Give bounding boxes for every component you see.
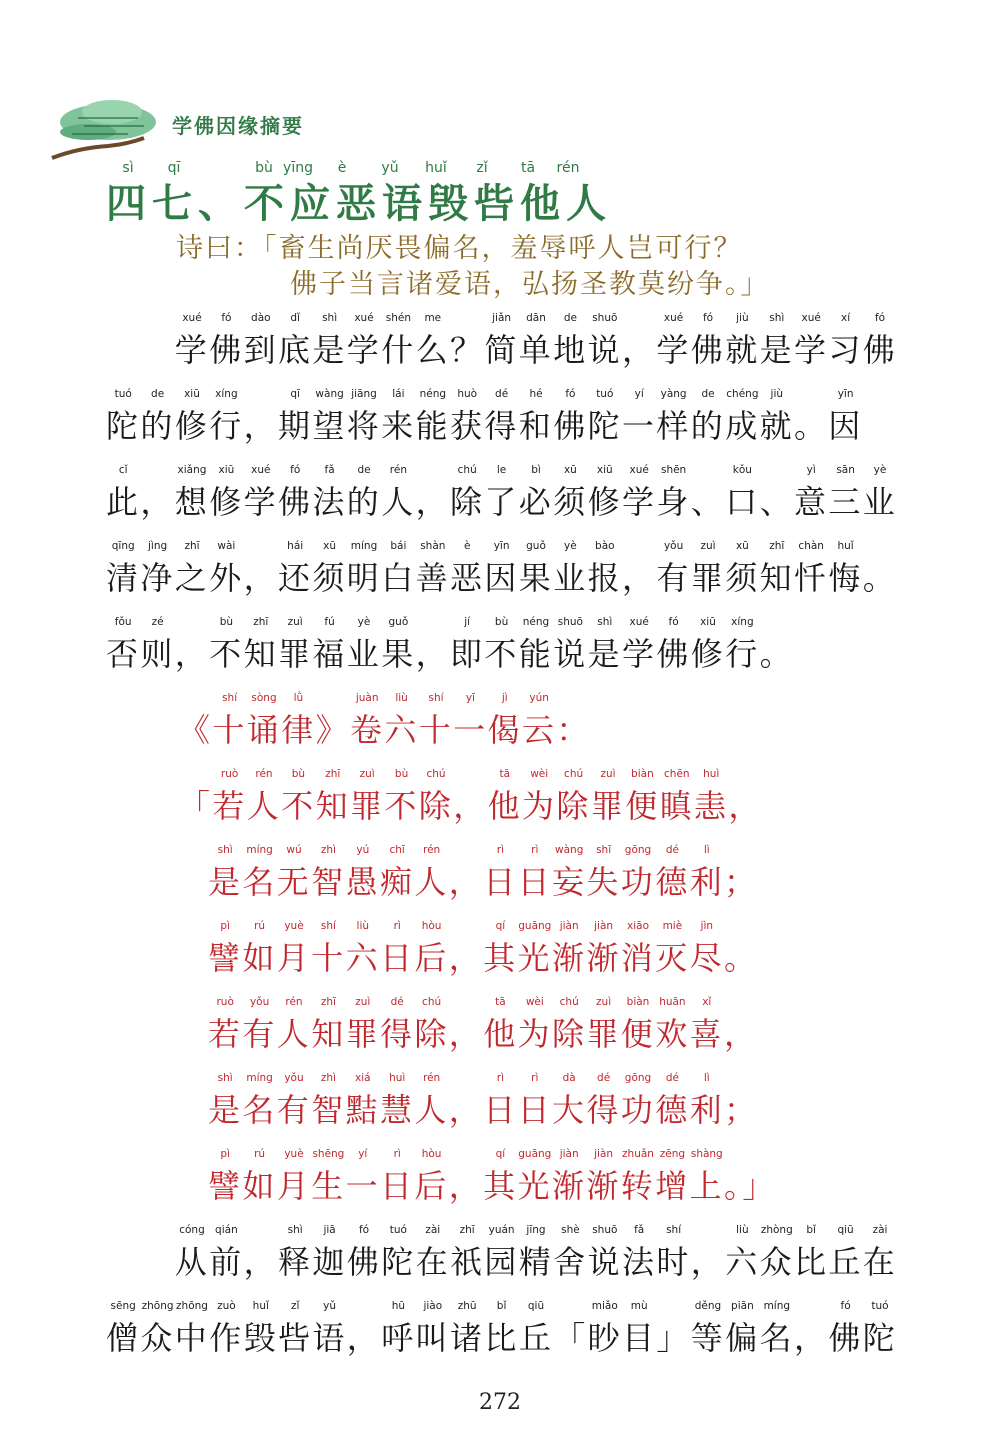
- pinyin-syllable: bì: [531, 464, 541, 476]
- body-line: [106, 540, 896, 600]
- pinyin-syllable: miè: [662, 920, 683, 932]
- pinyin-row: [208, 1148, 828, 1164]
- pinyin-syllable: ruò: [216, 996, 234, 1008]
- pinyin-syllable: tuó: [596, 388, 614, 400]
- pinyin-syllable: xué: [251, 464, 271, 476]
- pinyin-syllable: sēng: [110, 1300, 136, 1312]
- pinyin-syllable: zuì: [355, 996, 371, 1008]
- pinyin-syllable: rú: [254, 1148, 266, 1160]
- pinyin-syllable: jiāng: [351, 388, 377, 400]
- pinyin-row: [208, 844, 808, 860]
- title-pinyin-syllable: rén: [556, 160, 580, 176]
- pinyin-syllable: zuì: [359, 768, 375, 780]
- pinyin-syllable: yuè: [284, 1148, 304, 1160]
- pinyin-syllable: xū: [563, 464, 577, 476]
- pinyin-syllable: zǐ: [290, 1300, 300, 1312]
- pinyin-syllable: shēng: [312, 1148, 345, 1160]
- verse-line: [208, 920, 808, 980]
- pinyin-syllable: yī: [465, 692, 475, 704]
- text-row: 若有人知罪得除，他为除罪便欢喜，: [208, 1015, 759, 1053]
- pinyin-syllable: dǐ: [290, 312, 300, 324]
- text-row: 从前，释迦佛陀在祇园精舍说法时，六众比丘在: [106, 1243, 898, 1281]
- pinyin-syllable: bù: [291, 768, 306, 780]
- pinyin-syllable: fó: [565, 388, 576, 400]
- pinyin-syllable: dān: [526, 312, 546, 324]
- pinyin-syllable: huì: [389, 1072, 406, 1084]
- pinyin-syllable: néng: [522, 616, 550, 628]
- pinyin-syllable: de: [357, 464, 371, 476]
- pinyin-syllable: míng: [350, 540, 378, 552]
- pinyin-syllable: hū: [391, 1300, 406, 1312]
- pinyin-syllable: fó: [668, 616, 679, 628]
- verse-line: [208, 844, 808, 904]
- pinyin-syllable: jiàn: [594, 920, 614, 932]
- pinyin-syllable: mù: [630, 1300, 648, 1312]
- title-pinyin-syllable: zǐ: [476, 160, 488, 176]
- pinyin-syllable: chàn: [798, 540, 824, 552]
- pinyin-syllable: biàn: [631, 768, 654, 780]
- pinyin-syllable: tuó: [114, 388, 132, 400]
- pinyin-syllable: xué: [182, 312, 202, 324]
- pinyin-syllable: fó: [874, 312, 886, 324]
- pinyin-syllable: shàng: [690, 1148, 723, 1160]
- pinyin-syllable: dà: [562, 1072, 576, 1084]
- pinyin-syllable: sòng: [251, 692, 277, 704]
- pinyin-syllable: shì: [287, 1224, 303, 1236]
- pinyin-syllable: huǐ: [837, 540, 854, 552]
- pinyin-syllable: shuō: [592, 1224, 618, 1236]
- pinyin-syllable: xiāo: [627, 920, 649, 932]
- pinyin-syllable: huò: [457, 388, 478, 400]
- title-pinyin-syllable: è: [337, 160, 347, 176]
- pinyin-syllable: zuì: [596, 996, 612, 1008]
- verse-line: [178, 768, 778, 828]
- title-pinyin-syllable: huǐ: [425, 160, 447, 176]
- pinyin-row: [106, 540, 896, 556]
- pinyin-syllable: zhī: [459, 1224, 475, 1236]
- text-row: 《十诵律》卷六十一偈云：: [178, 711, 591, 749]
- pinyin-syllable: xíng: [731, 616, 754, 628]
- pinyin-syllable: guǒ: [526, 540, 546, 552]
- pinyin-syllable: zuì: [600, 768, 616, 780]
- pinyin-syllable: huì: [703, 768, 720, 780]
- pinyin-syllable: bù: [494, 616, 509, 628]
- title-pinyin-syllable: yǔ: [381, 160, 399, 176]
- text-row: 僧众中作毁呰语，呼叫诸比丘「眇目」等偏名，佛陀: [106, 1319, 898, 1357]
- pinyin-row: [106, 616, 896, 632]
- title-pinyin-syllable: qī: [167, 160, 181, 176]
- pinyin-syllable: xū: [735, 540, 749, 552]
- pinyin-syllable: jiù: [770, 388, 784, 400]
- pinyin-syllable: lì: [703, 1072, 710, 1084]
- pinyin-syllable: yǔ: [323, 1300, 337, 1312]
- pinyin-syllable: xué: [354, 312, 374, 324]
- pinyin-syllable: xí: [841, 312, 851, 324]
- pinyin-syllable: xiū: [700, 616, 716, 628]
- pinyin-syllable: míng: [763, 1300, 791, 1312]
- pinyin-syllable: yuán: [488, 1224, 515, 1236]
- pinyin-syllable: fú: [324, 616, 335, 628]
- pinyin-syllable: chēn: [664, 768, 690, 780]
- pinyin-syllable: míng: [246, 1072, 273, 1084]
- pinyin-syllable: zé: [151, 616, 164, 628]
- pinyin-syllable: xiū: [218, 464, 235, 476]
- pinyin-syllable: bù: [394, 768, 409, 780]
- pinyin-syllable: shì: [769, 312, 785, 324]
- pinyin-syllable: rén: [255, 768, 273, 780]
- pinyin-syllable: zài: [425, 1224, 441, 1236]
- pinyin-syllable: wú: [286, 844, 302, 856]
- pinyin-syllable: gōng: [624, 1072, 652, 1084]
- pinyin-syllable: yǒu: [663, 540, 684, 552]
- pinyin-syllable: jiào: [423, 1300, 443, 1312]
- pinyin-row: [106, 464, 896, 480]
- pinyin-syllable: rén: [422, 1072, 441, 1084]
- pinyin-syllable: shí: [428, 692, 444, 704]
- text-row: 清净之外，还须明白善恶因果业报，有罪须知忏悔。: [106, 559, 898, 597]
- pinyin-syllable: wàng: [315, 388, 344, 400]
- pinyin-syllable: bái: [390, 540, 407, 552]
- pinyin-syllable: míng: [246, 844, 273, 856]
- pinyin-syllable: zuì: [287, 616, 303, 628]
- pinyin-syllable: fǎ: [324, 464, 335, 476]
- pinyin-syllable: zhī: [253, 616, 269, 628]
- pinyin-syllable: yǒu: [284, 1072, 304, 1084]
- pinyin-syllable: zài: [872, 1224, 888, 1236]
- pinyin-syllable: yè: [564, 540, 577, 552]
- pinyin-syllable: hòu: [421, 920, 442, 932]
- pinyin-syllable: rì: [531, 844, 539, 856]
- pinyin-syllable: qiū: [527, 1300, 545, 1312]
- pinyin-syllable: pì: [220, 920, 230, 932]
- pinyin-syllable: qí: [495, 1148, 506, 1160]
- pinyin-syllable: fó: [840, 1300, 851, 1312]
- pinyin-syllable: xiū: [184, 388, 200, 400]
- pinyin-syllable: de: [563, 312, 577, 324]
- chapter-title: 四七、不应恶语毁呰他人: [106, 181, 612, 227]
- body-line: [106, 1224, 896, 1284]
- pinyin-syllable: zhī: [184, 540, 200, 552]
- pinyin-syllable: shí: [320, 920, 336, 932]
- pinyin-row: [208, 1072, 808, 1088]
- pinyin-syllable: chú: [457, 464, 477, 476]
- pinyin-syllable: shí: [222, 692, 238, 704]
- body-line: [106, 312, 896, 372]
- pinyin-syllable: jiā: [323, 1224, 336, 1236]
- title-pinyin-syllable: yīng: [283, 160, 313, 176]
- pinyin-syllable: fó: [702, 312, 714, 324]
- pinyin-syllable: guāng: [518, 920, 552, 932]
- pinyin-syllable: jì: [501, 692, 508, 704]
- pinyin-syllable: guāng: [518, 1148, 552, 1160]
- pinyin-syllable: yè: [873, 464, 887, 476]
- poem-line-2: 佛子当言诸爱语，弘扬圣教莫纷争。」: [290, 269, 770, 300]
- pinyin-syllable: rén: [389, 464, 407, 476]
- pinyin-syllable: fǒu: [114, 616, 132, 628]
- pinyin-syllable: xué: [629, 616, 649, 628]
- pinyin-syllable: rì: [531, 1072, 539, 1084]
- pinyin-syllable: è: [463, 540, 471, 552]
- pinyin-syllable: tuó: [871, 1300, 889, 1312]
- pinyin-syllable: yuè: [284, 920, 304, 932]
- pinyin-syllable: wèi: [530, 768, 549, 780]
- pinyin-syllable: chī: [389, 844, 405, 856]
- pinyin-syllable: zhòng: [760, 1224, 793, 1236]
- pinyin-syllable: shì: [217, 1072, 233, 1084]
- pinyin-syllable: zhū: [457, 1300, 477, 1312]
- pinyin-syllable: zhuǎn: [622, 1148, 654, 1160]
- pinyin-syllable: tuó: [389, 1224, 407, 1236]
- pinyin-syllable: qián: [215, 1224, 238, 1236]
- pinyin-syllable: huān: [659, 996, 686, 1008]
- pinyin-row: [208, 996, 808, 1012]
- pinyin-row: [106, 1224, 896, 1240]
- pinyin-syllable: xǐ: [702, 996, 712, 1008]
- pinyin-syllable: lái: [392, 388, 405, 400]
- pinyin-syllable: yí: [358, 1148, 368, 1160]
- verse-line: [178, 692, 778, 752]
- pinyin-syllable: le: [496, 464, 507, 476]
- pinyin-syllable: shì: [322, 312, 338, 324]
- pinyin-syllable: jiù: [736, 312, 749, 324]
- pinyin-syllable: xiá: [355, 1072, 371, 1084]
- title-pinyin-syllable: bù: [255, 160, 273, 176]
- text-row: 陀的修行，期望将来能获得和佛陀一样的成就。因: [106, 407, 863, 445]
- pinyin-syllable: rì: [393, 920, 401, 932]
- pinyin-syllable: lǜ: [293, 692, 304, 704]
- pinyin-syllable: yè: [357, 616, 371, 628]
- pinyin-syllable: hái: [287, 540, 304, 552]
- pinyin-syllable: zhī: [325, 768, 341, 780]
- pinyin-syllable: zhōng: [176, 1300, 208, 1312]
- pinyin-syllable: shuō: [557, 616, 583, 628]
- pinyin-syllable: shí: [666, 1224, 682, 1236]
- pinyin-syllable: shì: [597, 616, 613, 628]
- pinyin-syllable: shī: [596, 844, 612, 856]
- pinyin-syllable: zhì: [320, 844, 336, 856]
- pinyin-syllable: guǒ: [388, 616, 409, 628]
- pinyin-syllable: juàn: [355, 692, 379, 704]
- section-label: 学佛因缘摘要: [172, 114, 304, 138]
- pinyin-syllable: hé: [529, 388, 543, 400]
- pinyin-row: [178, 768, 778, 784]
- pinyin-syllable: zuò: [217, 1300, 236, 1312]
- pinyin-syllable: jīng: [526, 1224, 546, 1236]
- pinyin-syllable: fó: [221, 312, 232, 324]
- pinyin-syllable: zhī: [320, 996, 336, 1008]
- pinyin-syllable: qiū: [837, 1224, 854, 1236]
- pinyin-syllable: chú: [559, 996, 579, 1008]
- pinyin-syllable: yīn: [837, 388, 854, 400]
- body-line: [106, 464, 896, 524]
- pinyin-syllable: me: [424, 312, 442, 324]
- pinyin-row: [178, 692, 778, 708]
- page-number: 272: [479, 1390, 521, 1415]
- pinyin-syllable: yún: [529, 692, 549, 704]
- pinyin-syllable: xué: [629, 464, 649, 476]
- pinyin-syllable: dào: [251, 312, 271, 324]
- pinyin-syllable: jìn: [700, 920, 714, 932]
- pinyin-syllable: jiǎn: [492, 312, 512, 324]
- pinyin-row: [106, 312, 896, 328]
- pinyin-syllable: dé: [665, 844, 679, 856]
- body-line: [106, 616, 896, 676]
- pinyin-syllable: yí: [634, 388, 644, 400]
- pinyin-syllable: rú: [254, 920, 266, 932]
- pinyin-syllable: liù: [395, 692, 408, 704]
- pinyin-row: [106, 388, 896, 404]
- pinyin-syllable: shàn: [420, 540, 446, 552]
- pinyin-syllable: gōng: [624, 844, 652, 856]
- text-row: 否则，不知罪福业果，即不能说是学佛修行。: [106, 635, 795, 673]
- pinyin-syllable: wàng: [555, 844, 584, 856]
- pinyin-syllable: chú: [426, 768, 446, 780]
- verse-line: [208, 1072, 808, 1132]
- pinyin-syllable: qī: [290, 388, 300, 400]
- text-row: 是名无智愚痴人，日日妄失功德利；: [208, 863, 759, 901]
- pinyin-row: [208, 920, 808, 936]
- pinyin-syllable: shēn: [660, 464, 687, 476]
- text-row: 譬如月十六日后，其光渐渐消灭尽。: [208, 939, 759, 977]
- pinyin-syllable: chéng: [726, 388, 759, 400]
- poem-line-1: 诗曰：「畜生尚厌畏偏名，羞辱呼人岂可行？: [176, 233, 743, 264]
- title-pinyin-syllable: sì: [122, 160, 134, 176]
- pinyin-syllable: qīng: [111, 540, 135, 552]
- pinyin-syllable: bù: [219, 616, 234, 628]
- pinyin-syllable: shè: [561, 1224, 580, 1236]
- body-line: [106, 1300, 896, 1360]
- pinyin-syllable: dé: [665, 1072, 679, 1084]
- text-row: 「若人不知罪不除，他为除罪便瞋恚，: [178, 787, 763, 825]
- pinyin-syllable: xiū: [596, 464, 613, 476]
- pinyin-syllable: liù: [356, 920, 370, 932]
- pinyin-syllable: xū: [323, 540, 337, 552]
- pinyin-syllable: miǎo: [591, 1300, 618, 1312]
- pinyin-syllable: fǎ: [634, 1224, 645, 1236]
- pinyin-syllable: chú: [564, 768, 584, 780]
- pinyin-syllable: rì: [496, 1072, 504, 1084]
- pinyin-syllable: sān: [836, 464, 855, 476]
- pinyin-syllable: néng: [419, 388, 447, 400]
- pinyin-syllable: yì: [806, 464, 816, 476]
- pinyin-syllable: fó: [290, 464, 301, 476]
- pinyin-syllable: wài: [217, 540, 236, 552]
- pinyin-syllable: xué: [801, 312, 821, 324]
- pinyin-syllable: de: [151, 388, 165, 400]
- pinyin-syllable: xué: [663, 312, 684, 324]
- pine-tree-logo: [48, 88, 178, 168]
- pinyin-syllable: zēng: [659, 1148, 686, 1160]
- text-row: 此，想修学佛法的人，除了必须修学身、口、意三业: [106, 483, 898, 521]
- pinyin-syllable: tā: [499, 768, 511, 780]
- verse-line: [208, 996, 808, 1056]
- pinyin-syllable: pì: [220, 1148, 230, 1160]
- pinyin-syllable: cǐ: [118, 464, 128, 476]
- pinyin-syllable: huǐ: [252, 1300, 269, 1312]
- pinyin-syllable: jìng: [148, 540, 168, 552]
- pinyin-syllable: jiàn: [559, 920, 579, 932]
- pinyin-syllable: jiàn: [559, 1148, 579, 1160]
- pinyin-syllable: rì: [496, 844, 504, 856]
- pinyin-syllable: shén: [385, 312, 412, 324]
- pinyin-syllable: hòu: [421, 1148, 442, 1160]
- pinyin-syllable: bǐ: [806, 1224, 816, 1236]
- pinyin-syllable: kǒu: [732, 464, 752, 476]
- pinyin-syllable: rén: [285, 996, 303, 1008]
- pinyin-syllable: chú: [422, 996, 442, 1008]
- pinyin-syllable: shuō: [592, 312, 618, 324]
- pinyin-syllable: wèi: [525, 996, 544, 1008]
- pinyin-syllable: cóng: [179, 1224, 205, 1236]
- pinyin-syllable: fó: [358, 1224, 370, 1236]
- pinyin-syllable: dé: [495, 388, 509, 400]
- pinyin-syllable: rì: [393, 1148, 401, 1160]
- pinyin-syllable: shì: [217, 844, 233, 856]
- pinyin-syllable: de: [701, 388, 715, 400]
- pinyin-syllable: ruò: [220, 768, 239, 780]
- pinyin-syllable: xíng: [215, 388, 238, 400]
- pinyin-syllable: bǐ: [496, 1300, 507, 1312]
- pinyin-syllable: zhī: [769, 540, 785, 552]
- pinyin-syllable: yú: [356, 844, 370, 856]
- verse-line: [208, 1148, 828, 1208]
- title-pinyin-syllable: tā: [520, 160, 536, 176]
- text-row: 譬如月生一日后，其光渐渐转增上。」: [208, 1167, 777, 1205]
- pinyin-syllable: yàng: [660, 388, 687, 400]
- pinyin-syllable: lì: [703, 844, 710, 856]
- pinyin-syllable: liù: [736, 1224, 749, 1236]
- pinyin-syllable: dé: [597, 1072, 611, 1084]
- pinyin-syllable: yīn: [493, 540, 510, 552]
- pinyin-syllable: zuì: [700, 540, 716, 552]
- pinyin-syllable: dé: [390, 996, 404, 1008]
- pinyin-syllable: piān: [731, 1300, 754, 1312]
- pinyin-syllable: zhì: [320, 1072, 336, 1084]
- pinyin-syllable: qí: [495, 920, 506, 932]
- pinyin-syllable: bào: [595, 540, 615, 552]
- pinyin-syllable: tā: [495, 996, 506, 1008]
- pinyin-row: [106, 1300, 896, 1316]
- pinyin-syllable: jiàn: [594, 1148, 614, 1160]
- pinyin-syllable: biàn: [626, 996, 650, 1008]
- pinyin-syllable: zhōng: [141, 1300, 174, 1312]
- text-row: 是名有智黠慧人，日日大得功德利；: [208, 1091, 759, 1129]
- pinyin-syllable: rén: [422, 844, 441, 856]
- pinyin-syllable: xiǎng: [177, 464, 207, 476]
- pinyin-syllable: jí: [464, 616, 471, 628]
- text-row: 学佛到底是学什么？简单地说，学佛就是学习佛: [106, 331, 898, 369]
- pinyin-syllable: děng: [694, 1300, 722, 1312]
- body-line: [106, 388, 896, 448]
- pinyin-syllable: yǒu: [249, 996, 270, 1008]
